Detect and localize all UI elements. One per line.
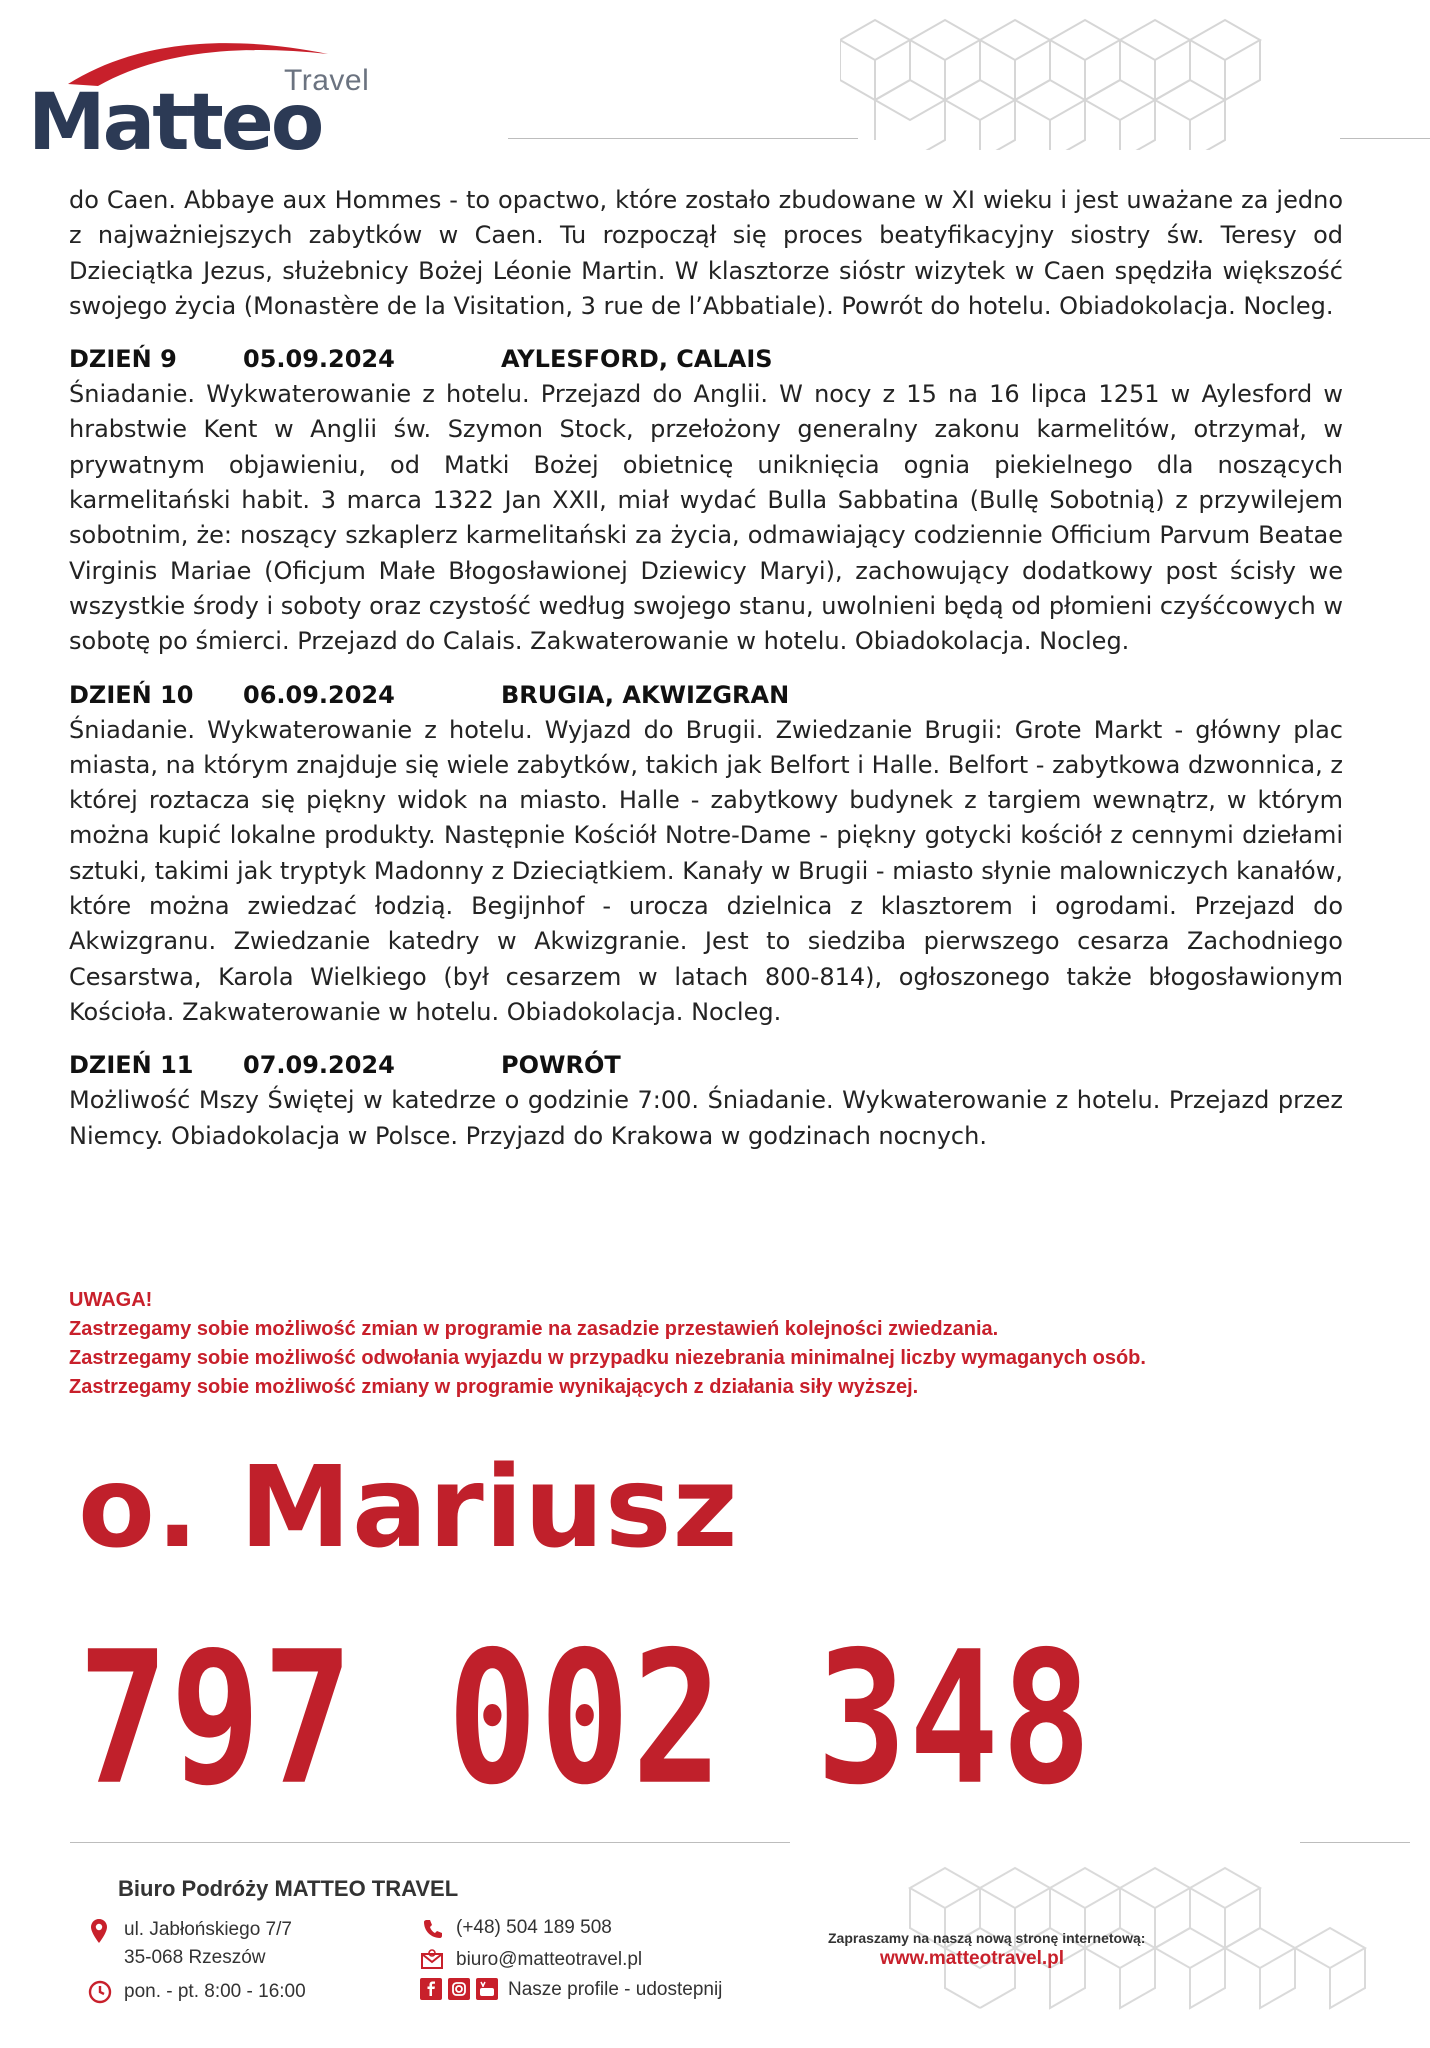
notice-line: Zastrzegamy sobie możliwość odwołania wyjazdu w przypadku niezebrania minimalnej liczby wymaganych osób. <box>69 1347 1146 1369</box>
footer-rule-right <box>1300 1842 1410 1843</box>
header-rule-left <box>508 138 858 139</box>
program-content <box>69 183 1343 1154</box>
address-line-2: 35-068 Rzeszów <box>124 1947 266 1968</box>
contact-phone[interactable]: 797 002 348 <box>78 1613 1094 1826</box>
notice-line: Zastrzegamy sobie możliwość zmiany w programie wynikających z działania siły wyższej. <box>69 1376 919 1398</box>
website-invite: Zapraszamy na naszą nową stronę internetową: <box>828 1930 1146 1946</box>
facebook-icon[interactable] <box>420 1978 442 2000</box>
day-heading <box>69 1048 1343 1083</box>
header-rule-right <box>1340 138 1430 139</box>
notice-block <box>69 1286 1146 1402</box>
day-label: DZIEŃ 9 <box>69 345 177 374</box>
day-place: BRUGIA, AKWIZGRAN <box>501 680 790 709</box>
matteo-travel-logo <box>28 36 370 168</box>
intro-paragraph: do Caen. Abbaye aux Hommes - to opactwo, które zostało zbudowane w XI wieku i jest uważane za jedno z najważniejszych zabytków w Caen. Tu rozpoczął się proces beatyfikacyjny siostry św. Teresy od Dzieciątka Jezus, służebnicy Bożej Léonie Martin. W klasztorze sióstr wizytek w Caen spędziła większość swojego życia (Monastère de la Visitation, 3 rue de l’Abbatiale). Powrót do hotelu. Obiadokolacja. Nocleg. <box>69 186 1343 320</box>
website-link[interactable]: www.matteotravel.pl <box>880 1948 1065 1969</box>
office-hours: pon. - pt. 8:00 - 16:00 <box>124 1981 306 2002</box>
day-heading <box>69 678 1343 713</box>
day-section <box>69 678 1343 1031</box>
phone-icon <box>422 1918 444 1940</box>
day-label: DZIEŃ 10 <box>69 680 194 709</box>
instagram-icon[interactable] <box>448 1978 470 2000</box>
day-label: DZIEŃ 11 <box>69 1051 194 1080</box>
day-description: Śniadanie. Wykwaterowanie z hotelu. Przejazd do Anglii. W nocy z 15 na 16 lipca 1251 w Aylesford w hrabstwie Kent w Anglii św. Szymon Stock, przełożony generalny zakonu karmelitów, otrzymał, w prywatnym objawieniu, od Matki Bożej obietnicę uniknięcia ognia piekielnego dla noszących karmelitański habit. 3 marca 1322 Jan XXII, miał wydać Bulla Sabbatina (Bullę Sobotnią) z przywilejem sobotnim, że: noszący szkaplerz karmelitański za życia, odmawiający codziennie Officium Parvum Beatae Virginis Mariae (Oficjum Małe Błogosławionej Dziewicy Maryi), zachowujący dodatkowy post ścisły we wszystkie środy i soboty oraz czystość według swojego stanu, uwolnieni będą od płomieni czyśćcowych w sobotę po śmierci. Przejazd do Calais. Zakwaterowanie w hotelu. Obiadokolacja. Nocleg. <box>69 380 1343 656</box>
logo-travel-text: Travel <box>284 64 370 97</box>
day-heading <box>69 342 1343 377</box>
email-icon <box>420 1948 444 1970</box>
day-section <box>69 1048 1343 1154</box>
day-date: 07.09.2024 <box>243 1051 395 1080</box>
contact-name: o. Mariusz <box>78 1443 739 1573</box>
logo-matteo-text: Matteo <box>28 78 322 168</box>
day-date: 06.09.2024 <box>243 680 395 709</box>
day-description: Śniadanie. Wykwaterowanie z hotelu. Wyjazd do Brugii. Zwiedzanie Brugii: Grote Markt - główny plac miasta, na którym znajduje się wiele zabytków, takich jak Belfort i Halle. Belfort - zabytkowa dzwonnica, z której roztacza się piękny widok na miasto. Halle - zabytkowy budynek z targiem wewnątrz, w którym można kupić lokalne produkty. Następnie Kościół Notre-Dame - piękny gotycki kościół z cennymi dziełami sztuki, takimi jak tryptyk Madonny z Dzieciątkiem. Kanały w Brugii - miasto słynie malowniczych kanałów, które można zwiedzać łodzią. Begijnhof - urocza dzielnica z klasztorem i ogrodami. Przejazd do Akwizgranu. Zwiedzanie katedry w Akwizgranie. Jest to siedziba pierwszego cesarza Zachodniego Cesarstwa, Karola Wielkiego (był cesarzem w latach 800-814), ogłoszonego także błogosławionym Kościoła. Zakwaterowanie w hotelu. Obiadokolacja. Nocleg. <box>69 715 1343 1026</box>
day-description: Możliwość Mszy Świętej w katedrze o godzinie 7:00. Śniadanie. Wykwaterowanie z hotelu. Przejazd przez Niemcy. Obiadokolacja w Polsce. Przyjazd do Krakowa w godzinach nocnych. <box>69 1086 1343 1150</box>
footer-rule-left <box>70 1842 790 1843</box>
footer-email[interactable]: biuro@matteotravel.pl <box>456 1949 643 1970</box>
day-place: POWRÓT <box>501 1051 621 1080</box>
notice-title: UWAGA! <box>69 1289 153 1311</box>
footer-title: Biuro Podróży MATTEO TRAVEL <box>118 1876 459 1901</box>
social-profiles-label: Nasze profile - udostepnij <box>508 1979 723 2000</box>
day-date: 05.09.2024 <box>243 345 395 374</box>
footer-phone[interactable]: (+48) 504 189 508 <box>456 1917 612 1938</box>
youtube-icon[interactable] <box>476 1978 498 2000</box>
decorative-cube-pattern-top <box>840 0 1430 150</box>
day-place: AYLESFORD, CALAIS <box>501 345 773 374</box>
notice-line: Zastrzegamy sobie możliwość zmian w programie na zasadzie przestawień kolejności zwiedzania. <box>69 1318 999 1340</box>
day-section <box>69 342 1343 659</box>
address-line-1: ul. Jabłońskiego 7/7 <box>124 1919 292 1940</box>
clock-icon <box>88 1980 112 2004</box>
location-pin-icon <box>90 1918 108 1944</box>
